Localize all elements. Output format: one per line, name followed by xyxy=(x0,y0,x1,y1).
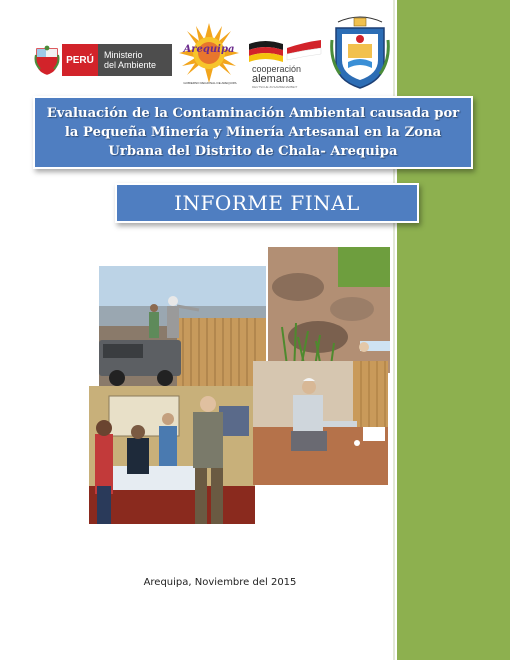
ministry-line-1: Ministerio xyxy=(104,50,143,60)
ministry-name xyxy=(98,44,172,76)
arequipa-wordmark: Arequipa xyxy=(183,44,235,55)
ministry-environment-logo xyxy=(34,44,172,76)
arequipa-sun-logo xyxy=(178,22,240,84)
ministry-line-2: del Ambiente xyxy=(104,60,157,70)
arequipa-caption: GOBIERNO REGIONAL DE AREQUIPA xyxy=(183,81,237,85)
peru-coat-of-arms-icon xyxy=(34,45,60,75)
photo-truck-fence xyxy=(99,266,266,388)
cooperation-line-2: alemana xyxy=(252,73,295,85)
report-type-label: INFORME FINAL xyxy=(174,191,360,215)
report-title-banner xyxy=(33,96,473,169)
cooperation-line-3: DEUTSCHE ZUSAMMENARBEIT xyxy=(252,85,298,89)
photo-wall-sampling xyxy=(253,361,388,485)
photo-meeting-table xyxy=(89,386,255,524)
report-title: Evaluación de la Contaminación Ambiental causada por la Pequeña Minería y Minería Artesanal en la Zona Urbana del Distrito de Chala- Arequipa xyxy=(46,106,460,159)
place-date: Arequipa, Noviembre del 2015 xyxy=(143,577,297,588)
chala-municipality-crest-icon xyxy=(330,12,390,90)
photo-rocky-sampling xyxy=(268,247,390,373)
cooperation-line-1: cooperación xyxy=(252,64,302,74)
report-type-banner xyxy=(115,183,419,223)
peru-label: PERÚ xyxy=(62,44,98,76)
